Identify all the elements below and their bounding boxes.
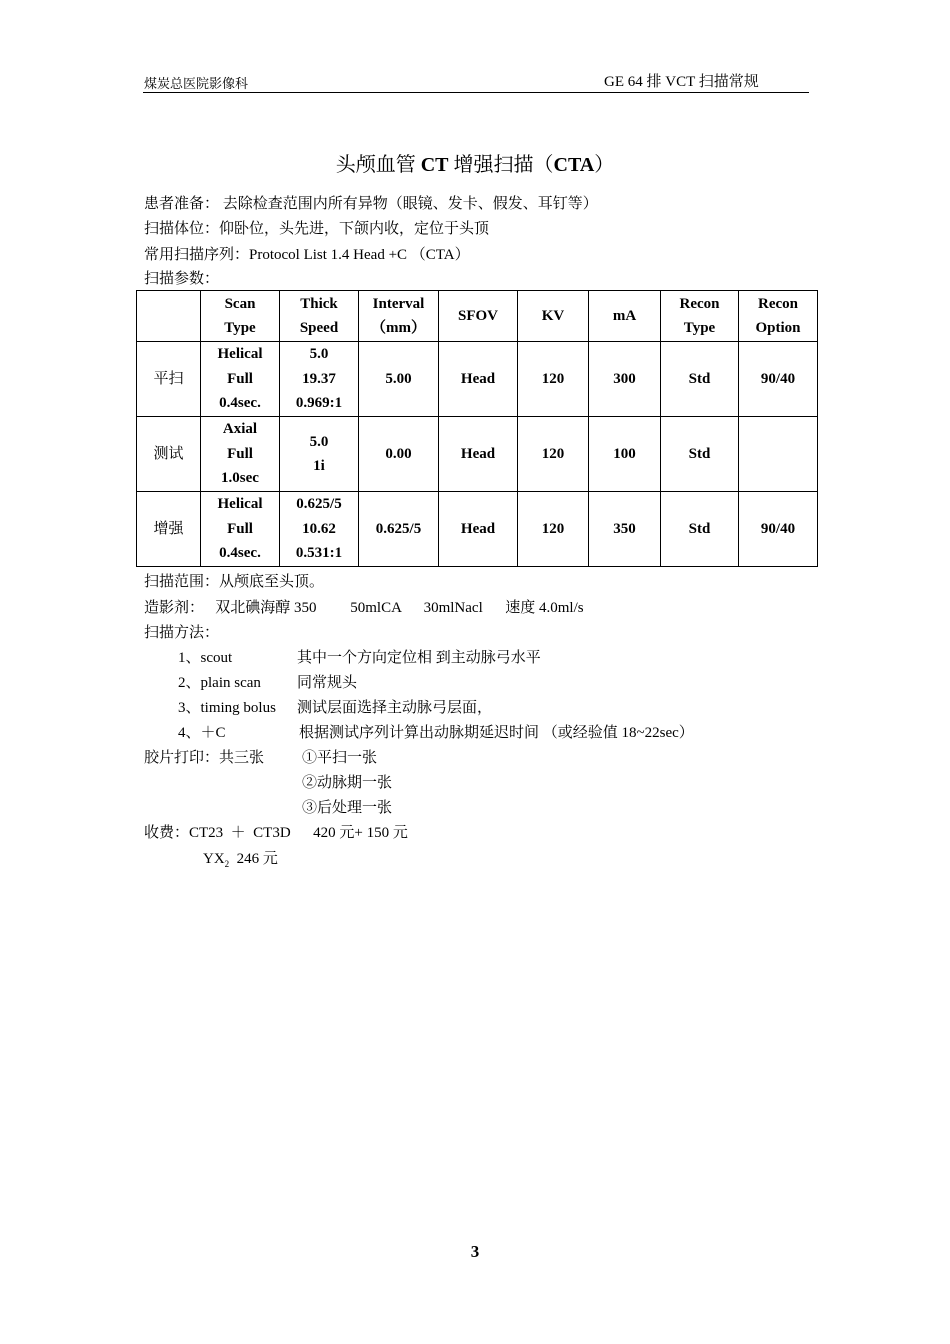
fee-line: 收费：CT23 ＋ CT3D 420 元+ 150 元 xyxy=(144,825,408,841)
header-cell: SFOV xyxy=(439,291,518,342)
scan-range: 扫描范围：从颅底至头顶。 xyxy=(144,574,325,590)
interval-cell: 0.625/5 xyxy=(359,492,439,567)
header-cell xyxy=(137,291,201,342)
interval-cell: 0.00 xyxy=(359,417,439,492)
row-name-cell: 平扫 xyxy=(137,342,201,417)
recon-type-cell: Std xyxy=(661,342,739,417)
thick-speed-cell: 5.0 1i xyxy=(280,417,359,492)
header-left: 煤炭总医院影像科 xyxy=(144,76,249,91)
ma-cell: 300 xyxy=(589,342,661,417)
ma-cell: 100 xyxy=(589,417,661,492)
method-label: 扫描方法： xyxy=(144,625,220,641)
scan-type-cell: Axial Full 1.0sec xyxy=(201,417,280,492)
table-row xyxy=(137,417,818,492)
header-cell: KV xyxy=(518,291,589,342)
method-desc: 同常规头 xyxy=(297,675,358,691)
page-number: 3 xyxy=(470,1242,480,1261)
scan-type-cell: Helical Full 0.4sec. xyxy=(201,492,280,567)
recon-option-cell xyxy=(739,417,818,492)
method-step: 3、timing bolus xyxy=(178,700,276,716)
method-step: 1、scout xyxy=(178,650,233,666)
sfov-cell: Head xyxy=(439,417,518,492)
recon-option-cell: 90/40 xyxy=(739,342,818,417)
params-label: 扫描参数： xyxy=(144,271,220,287)
header-right: GE 64 排 VCT 扫描常规 xyxy=(604,74,759,90)
table-row xyxy=(137,492,818,567)
fee-yx-line: $YX_2$ 246 元 xyxy=(203,851,278,869)
sfov-cell: Head xyxy=(439,342,518,417)
interval-cell: 5.00 xyxy=(359,342,439,417)
method-desc: 其中一个方向定位相 到主动脉弓水平 xyxy=(297,650,541,666)
table-row xyxy=(137,342,818,417)
kv-cell: 120 xyxy=(518,492,589,567)
method-desc: 根据测试序列计算出动脉期延迟时间 （或经验值 18~22sec） xyxy=(299,725,694,741)
method-step: 4、＋C xyxy=(178,725,226,741)
ma-cell: 350 xyxy=(589,492,661,567)
sfov-cell: Head xyxy=(439,492,518,567)
thick-speed-cell: 0.625/5 10.62 0.531:1 xyxy=(280,492,359,567)
recon-type-cell: Std xyxy=(661,417,739,492)
kv-cell: 120 xyxy=(518,342,589,417)
recon-type-cell: Std xyxy=(661,492,739,567)
recon-option-cell: 90/40 xyxy=(739,492,818,567)
film-item: ③后处理一张 xyxy=(302,800,393,816)
table-header-row xyxy=(137,291,818,342)
contrast-agent: 造影剂： 双北碘海醇 350 50mlCA 30mlNacl 速度 4.0ml/s xyxy=(144,600,584,616)
protocol-line: 常用扫描序列：Protocol List 1.4 Head +C （CTA） xyxy=(144,247,470,263)
row-name-cell: 增强 xyxy=(137,492,201,567)
header-cell: Scan Type xyxy=(201,291,280,342)
row-name-cell: 测试 xyxy=(137,417,201,492)
scan-parameters-table xyxy=(136,290,818,567)
header-cell: Recon Option xyxy=(739,291,818,342)
method-step: 2、plain scan xyxy=(178,675,261,691)
header-cell: Thick Speed xyxy=(280,291,359,342)
scan-position: 扫描体位：仰卧位，头先进，下颌内收，定位于头顶 xyxy=(144,221,490,237)
thick-speed-cell: 5.0 19.37 0.969:1 xyxy=(280,342,359,417)
method-desc: 测试层面选择主动脉弓层面， xyxy=(297,700,493,716)
kv-cell: 120 xyxy=(518,417,589,492)
film-item: ②动脉期一张 xyxy=(302,775,393,791)
header-cell: mA xyxy=(589,291,661,342)
header-cell: Interval （mm） xyxy=(359,291,439,342)
header-divider xyxy=(143,92,809,93)
document-title: 头颅血管 CT 增强扫描（CTA） xyxy=(335,154,615,176)
header-cell: Recon Type xyxy=(661,291,739,342)
film-label: 胶片打印：共三张 xyxy=(144,750,265,766)
patient-prep: 患者准备： 去除检查范围内所有异物（眼镜、发卡、假发、耳钉等） xyxy=(144,196,598,212)
scan-type-cell: Helical Full 0.4sec. xyxy=(201,342,280,417)
film-item: ①平扫一张 xyxy=(302,750,378,766)
